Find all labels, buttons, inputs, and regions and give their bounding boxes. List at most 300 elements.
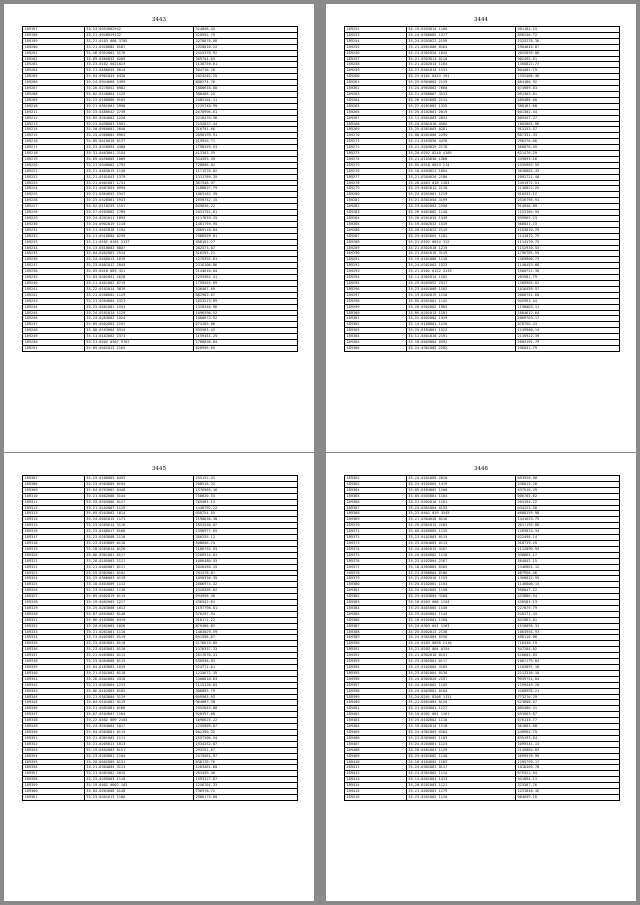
record-id-cell: 189275 [345,162,407,168]
record-id-cell: 189377 [345,564,407,570]
record-id-cell: 189209 [23,97,85,103]
amount-cell: 1408818.63 [194,676,298,682]
amount-cell: 1096596.52 [194,310,298,316]
amount-cell: 773276.29 [516,694,620,700]
record-id-cell: 189373 [345,540,407,546]
code-cell: 35.23.0203008 2116 [84,535,193,541]
amount-cell: 882983.67 [194,292,298,298]
code-cell: 35.23.0106017 0168 [84,529,193,535]
code-cell: 35.24.0902019 1110 [84,221,193,227]
code-cell: 35.28.0105003 2117 [84,558,193,564]
amount-cell: 1096625.22 [194,718,298,724]
code-cell: 35.04.0101001 0119 [84,700,193,706]
code-cell: 35.21.0302020 1842 [406,50,515,56]
code-cell: 35.23.0102004 4103 [406,665,515,671]
record-id-cell: 189282 [345,204,407,210]
amount-cell: 1346861.12 [516,564,620,570]
amount-cell: 2066751.60 [516,292,620,298]
code-cell: 35.05.0201013 1181 [406,310,515,316]
amount-cell: 941894.11 [516,777,620,783]
record-id-cell: 189200 [23,44,85,50]
record-id-cell: 189291 [345,257,407,263]
amount-cell: 1103810.29 [516,227,620,233]
amount-cell: 2678996.61 [194,109,298,115]
code-cell: 35.22.0402 009 2103 [84,718,193,724]
record-id-cell: 189246 [23,316,85,322]
code-cell: 35.23.0303001 0110 [84,641,193,647]
record-id-cell: 189345 [23,700,85,706]
amount-cell: 263194.22 [516,499,620,505]
amount-cell: 805406.41 [516,706,620,712]
code-cell: 35.21.0401014 1131 [406,68,515,74]
amount-cell: 623608.57 [516,700,620,706]
record-id-cell: 189201 [23,50,85,56]
code-cell: 35.05.0402019 0115 [84,594,193,600]
records-table [344,475,620,801]
code-cell: 35.05.0203002 1014 [84,511,193,517]
amount-cell: 1263461.60 [194,765,298,771]
amount-cell: 781578.67 [194,570,298,576]
record-id-cell: 189405 [345,729,407,735]
record-id-cell: 189348 [23,718,85,724]
record-id-cell: 189355 [23,759,85,765]
code-cell: 35.20.0201003 1121 [406,783,515,789]
record-id-cell: 189255 [345,44,407,50]
code-cell: 35.24.0300005 1377 [406,32,515,38]
code-cell: 35.25.0402013 2138 [406,629,515,635]
code-cell: 35.24.0303 041 1163 [406,623,515,629]
code-cell: 35.25.0302001 0102 [84,570,193,576]
record-id-cell: 189384 [345,605,407,611]
code-cell: 35.23.0304005 0194 [84,481,193,487]
amount-cell: 1491972.51 [516,180,620,186]
code-cell: 35.23.0102004 2167 [406,558,515,564]
amount-cell: 318171.22 [194,617,298,623]
amount-cell: 296031.79 [516,345,620,351]
amount-cell: 308191.27 [194,239,298,245]
code-cell: 35.23.0401012 2110 [406,186,515,192]
record-id-cell: 189261 [345,80,407,86]
code-cell: 35.23.0203004 3160 [406,594,515,600]
record-id-cell: 189393 [345,659,407,665]
code-cell: 35.25.0304002 2119 [406,80,515,86]
code-cell: 35.24.0903002 7860 [406,86,515,92]
amount-cell: 626956.65 [194,345,298,351]
amount-cell: 316791.66 [194,127,298,133]
record-id-cell: 189302 [345,322,407,328]
amount-cell: 1928010.22 [194,44,298,50]
record-id-cell: 189215 [23,133,85,139]
record-id-cell: 189371 [345,529,407,535]
records-table [22,26,298,352]
code-cell: 35.21.0204004 2323 [84,298,193,304]
amount-cell: 367348.97 [194,180,298,186]
amount-cell: 1114170.75 [516,239,620,245]
code-cell: 35.23.0203001 1143 [406,611,515,617]
amount-cell: 388406.25 [194,91,298,97]
amount-cell: 293251.67 [194,747,298,753]
code-cell: 35.21.0304004 3113 [84,765,193,771]
record-id-cell: 189206 [23,80,85,86]
amount-cell: 708516.32 [194,481,298,487]
amount-cell: 504716.20 [194,68,298,74]
record-id-cell: 189263 [345,91,407,97]
amount-cell: 1964845.87 [516,44,620,50]
amount-cell: 448964.75 [516,729,620,735]
record-id-cell: 189207 [23,86,85,92]
code-cell: 35.04.0203008 0148 [84,789,193,795]
amount-cell: 324858.45 [194,27,298,33]
code-cell: 35.03.0410 003 451 [84,269,193,275]
code-cell: 35.24.0501015 1171 [84,517,193,523]
amount-cell: 2009763.17 [516,316,620,322]
code-cell: 35.23.0100080 9103 [84,97,193,103]
amount-cell: 2213336.10 [516,670,620,676]
code-cell: 35.21.0303004 3119 [84,694,193,700]
record-id-cell: 189344 [23,694,85,700]
amount-cell: 849036.22 [194,204,298,210]
record-id-cell: 189232 [23,233,85,239]
amount-cell: 769581.13 [194,499,298,505]
amount-cell: 436581.13 [516,600,620,606]
code-cell: 35.24.0204001 1124 [406,741,515,747]
record-id-cell: 189400 [345,700,407,706]
amount-cell: 914946.09 [516,204,620,210]
amount-cell: 2276878.68 [194,38,298,44]
amount-cell: 1463029.59 [194,629,298,635]
record-id-cell: 189376 [345,558,407,564]
record-id-cell: 189335 [23,641,85,647]
amount-cell: 1146453.86 [516,263,620,269]
record-id-cell: 189235 [23,251,85,257]
record-id-cell: 189410 [345,759,407,765]
record-id-cell: 189256 [345,50,407,56]
amount-cell: 2135922.39 [516,334,620,340]
amount-cell: 1786636.84 [194,340,298,346]
code-cell: 35.21.0205011 1013 [84,741,193,747]
amount-cell: 1006480.43 [194,558,298,564]
code-cell: 35.21.0303004 1213 [84,682,193,688]
code-cell: 35.25.0102001 1154 [406,582,515,588]
record-id-cell: 189307 [23,476,85,482]
amount-cell: 1190003.11 [516,304,620,310]
record-id-cell: 189290 [345,251,407,257]
record-id-cell: 189225 [23,192,85,198]
amount-cell: 896248.72 [516,32,620,38]
code-cell: 35.65.0204001 1226 [84,115,193,121]
code-cell: 35.24.0301010 4505 [406,121,515,127]
record-id-cell: 189214 [23,127,85,133]
code-cell: 35.25.0203006 0127 [84,499,193,505]
record-id-cell: 189301 [345,316,407,322]
amount-cell: 2216476.56 [194,115,298,121]
amount-cell: 728096.82 [194,162,298,168]
amount-cell: 496110.08 [516,635,620,641]
record-id-cell: 189381 [345,588,407,594]
amount-cell: 1125128.03 [194,682,298,688]
record-id-cell: 189369 [345,517,407,523]
code-cell: 35.21.0940002 1793 [84,162,193,168]
record-id-cell: 189334 [23,635,85,641]
record-id-cell: 189278 [345,180,407,186]
code-cell: 35.21.0401016 3119 [406,251,515,257]
document-page [326,4,636,452]
table-row [345,345,620,351]
code-cell: 35.23.0320001 1943 [84,198,193,204]
record-id-cell: 189262 [345,86,407,92]
records-table [344,26,620,352]
amount-cell: 436342.61 [194,600,298,606]
amount-cell: 2252837.44 [194,121,298,127]
record-id-cell: 189343 [23,688,85,694]
record-id-cell: 189406 [345,735,407,741]
amount-cell: 606785.62 [516,493,620,499]
code-cell: 35.24.0301001 0117 [406,765,515,771]
code-cell: 35.05.0401013 1162 [84,345,193,351]
record-id-cell: 189321 [23,558,85,564]
record-id-cell: 189314 [23,517,85,523]
code-cell: 35.24.0101005 2010 [406,476,515,482]
amount-cell: 620171.43 [516,611,620,617]
record-id-cell: 189254 [345,38,407,44]
code-cell: 35.04.0103003 1019 [84,665,193,671]
amount-cell: 1376985.16 [194,487,298,493]
code-cell: 35.21.0407053 0994 [84,186,193,192]
record-id-cell: 189327 [23,594,85,600]
code-cell: 35.24.0102004 1419 [406,481,515,487]
record-id-cell: 189401 [345,706,407,712]
record-id-cell: 189380 [345,582,407,588]
code-cell: 35.24.0301003 2282 [406,345,515,351]
amount-cell: 1376337.33 [194,647,298,653]
record-id-cell: 189340 [23,670,85,676]
amount-cell: 879486.82 [194,623,298,629]
amount-cell: 878750.43 [516,322,620,328]
record-id-cell: 189313 [23,511,85,517]
table-row [345,794,620,800]
record-id-cell: 189338 [23,659,85,665]
amount-cell: 841963.01 [516,617,620,623]
amount-cell: 1225672.35 [194,670,298,676]
code-cell: 35.21.0103 008 3705 [84,38,193,44]
amount-cell: 874909.03 [516,86,620,92]
amount-cell: 886274.76 [194,80,298,86]
code-cell: 35.24.0301003 0104 [406,729,515,735]
amount-cell: 1171570.02 [194,168,298,174]
record-id-cell: 189213 [23,121,85,127]
code-cell: 35.21.0103030 1368 [406,156,515,162]
amount-cell: 544359.39 [194,156,298,162]
code-cell: 35.23.0102002 1118 [406,718,515,724]
amount-cell: 318719.29 [516,540,620,546]
record-id-cell: 189372 [345,535,407,541]
record-id-cell: 189415 [345,789,407,795]
amount-cell: 674169.80 [194,322,298,328]
record-id-cell: 189217 [23,145,85,151]
amount-cell: 520592.75 [194,32,298,38]
amount-cell: 566876.45 [516,145,620,151]
code-cell: 35.26.0401002 1140 [406,210,515,216]
record-id-cell: 189311 [23,499,85,505]
code-cell: 35.28.0270052 0982 [84,86,193,92]
record-id-cell: 189211 [23,109,85,115]
record-id-cell: 189208 [23,91,85,97]
record-id-cell: 189227 [23,204,85,210]
code-cell: 35.21.0202014 1164 [406,62,515,68]
amount-cell: 1117659.15 [194,216,298,222]
amount-cell: 1159451.25 [194,334,298,340]
record-id-cell: 189281 [345,198,407,204]
record-id-cell: 189351 [23,735,85,741]
page-number: 3444 [474,17,488,23]
amount-cell: 1162097.18 [516,665,620,671]
amount-cell: 1008672.52 [194,316,298,322]
code-cell: 35.21.0401002 2015 [84,771,193,777]
record-id-cell: 189204 [23,68,85,74]
amount-cell: 263439.46 [194,771,298,777]
record-id-cell: 189385 [345,611,407,617]
amount-cell: 2266914.81 [194,552,298,558]
record-id-cell: 189320 [23,552,85,558]
code-cell: 35.20.0402005 0131 [84,759,193,765]
record-id-cell: 189249 [23,334,85,340]
amount-cell: 1311789.35 [194,174,298,180]
record-id-cell: 189289 [345,245,407,251]
amount-cell: 433880.54 [516,594,620,600]
code-cell: 35.21.0304052 2347 [84,192,193,198]
code-cell: 35.21.0301002 1111 [84,735,193,741]
record-id-cell: 189219 [23,156,85,162]
record-id-cell: 189331 [23,617,85,623]
code-cell: 35.07.0503002 0148 [84,611,193,617]
record-id-cell: 189336 [23,647,85,653]
record-id-cell: 189386 [345,617,407,623]
amount-cell: 913153.57 [516,127,620,133]
record-id-cell: 189272 [345,145,407,151]
record-id-cell: 189368 [345,511,407,517]
code-cell: 35.21.0403004 0113 [84,653,193,659]
record-id-cell: 189220 [23,162,85,168]
code-cell: 35.23.0205014 3116 [84,523,193,529]
code-cell: 35.21.0403015 1150 [84,168,193,174]
amount-cell: 1265874.34 [516,529,620,535]
amount-cell: 1481759.95 [194,221,298,227]
record-id-cell: 189412 [345,771,407,777]
code-cell: 35.21.0303002 1103 [406,735,515,741]
record-id-cell: 189251 [23,345,85,351]
record-id-cell: 189398 [345,688,407,694]
code-cell: 35.06.0201006 2295 [406,133,515,139]
record-id-cell: 189202 [23,56,85,62]
amount-cell: 435152.41 [194,476,298,482]
record-id-cell: 189230 [23,221,85,227]
amount-cell: 1087179.84 [516,659,620,665]
record-id-cell: 189414 [345,783,407,789]
amount-cell: 361803.68 [516,724,620,730]
amount-cell: 1058356.35 [194,576,298,582]
record-id-cell: 189359 [23,783,85,789]
code-cell: 35.24.0406013 1619 [84,257,193,263]
code-cell: 35.24.0101014 1129 [84,310,193,316]
record-id-cell: 189383 [345,600,407,606]
amount-cell: 1152910.53 [516,245,620,251]
amount-cell: 604186.92 [516,80,620,86]
code-cell: 35.28.0203014 0126 [84,546,193,552]
record-id-cell: 189276 [345,168,407,174]
amount-cell: 676135.77 [516,718,620,724]
record-id-cell: 189218 [23,151,85,157]
code-cell: 35.07.0104001 1164 [84,712,193,718]
amount-cell: 804482.19 [516,68,620,74]
amount-cell: 1063955.93 [516,629,620,635]
code-cell: 35.25.0104001 1522 [406,328,515,334]
code-cell: 35.21.0102007 1129 [84,505,193,511]
code-cell: 35.21.0208002 1129 [84,292,193,298]
record-id-cell: 189349 [23,724,85,730]
record-id-cell: 189318 [23,540,85,546]
code-cell: 35.05.0104002 1100 [406,487,515,493]
amount-cell: 622498.14 [516,535,620,541]
record-id-cell: 189273 [345,151,407,157]
amount-cell: 1535963.55 [516,162,620,168]
record-id-cell: 189325 [23,582,85,588]
amount-cell: 415920.71 [194,139,298,145]
record-id-cell: 189231 [23,227,85,233]
record-id-cell: 189234 [23,245,85,251]
amount-cell: 1368822.77 [516,62,620,68]
code-cell: 35.06.0103006 0419 [84,617,193,623]
amount-cell: 796370.66 [516,139,620,145]
amount-cell: 838176.76 [194,759,298,765]
code-cell: 35.19.0402032 1519 [406,221,515,227]
record-id-cell: 189353 [23,747,85,753]
code-cell: 35.05.0310 0013 214 [406,162,515,168]
record-id-cell: 189198 [23,32,85,38]
amount-cell: 1852550.07 [194,523,298,529]
code-cell: 35.21.0401006 0164 [406,44,515,50]
code-cell: 35.05.0403001 1164 [406,493,515,499]
amount-cell: 2475561.97 [194,753,298,759]
record-id-cell: 189347 [23,712,85,718]
code-cell: 35.23.0402 019 4545 [406,511,515,517]
record-id-cell: 189268 [345,121,407,127]
amount-cell: 601302.44 [516,109,620,115]
code-cell: 35.24.0201001 1219 [406,192,515,198]
code-cell: 35.23.0205003 1110 [84,777,193,783]
amount-cell: 1952645.08 [194,706,298,712]
record-id-cell: 189242 [23,292,85,298]
amount-cell: 1256701.33 [194,783,298,789]
code-cell: 35.20.0201015 1349 [406,216,515,222]
amount-cell: 536467.09 [194,286,298,292]
amount-cell: 2017193.88 [516,523,620,529]
record-id-cell: 189379 [345,576,407,582]
record-id-cell: 189303 [345,328,407,334]
record-id-cell: 189362 [345,476,407,482]
record-id-cell: 189330 [23,611,85,617]
amount-cell: 1352486.46 [516,74,620,80]
code-cell: 35.23.0360002 8963 [84,133,193,139]
code-cell: 35.21.0203019 2178 [406,145,515,151]
code-cell: 35.19.0106003 0455 [84,476,193,482]
code-cell: 35.21.0308004 6106 [406,570,515,576]
code-cell: 35.21.0480055 5014 [84,68,193,74]
amount-cell: 396847.22 [516,588,620,594]
amount-cell: 634223.58 [516,505,620,511]
code-cell: 35.24.0103 0058 2110 [406,641,515,647]
code-cell: 35.23.0401013 1180 [84,794,193,800]
record-id-cell: 189277 [345,174,407,180]
